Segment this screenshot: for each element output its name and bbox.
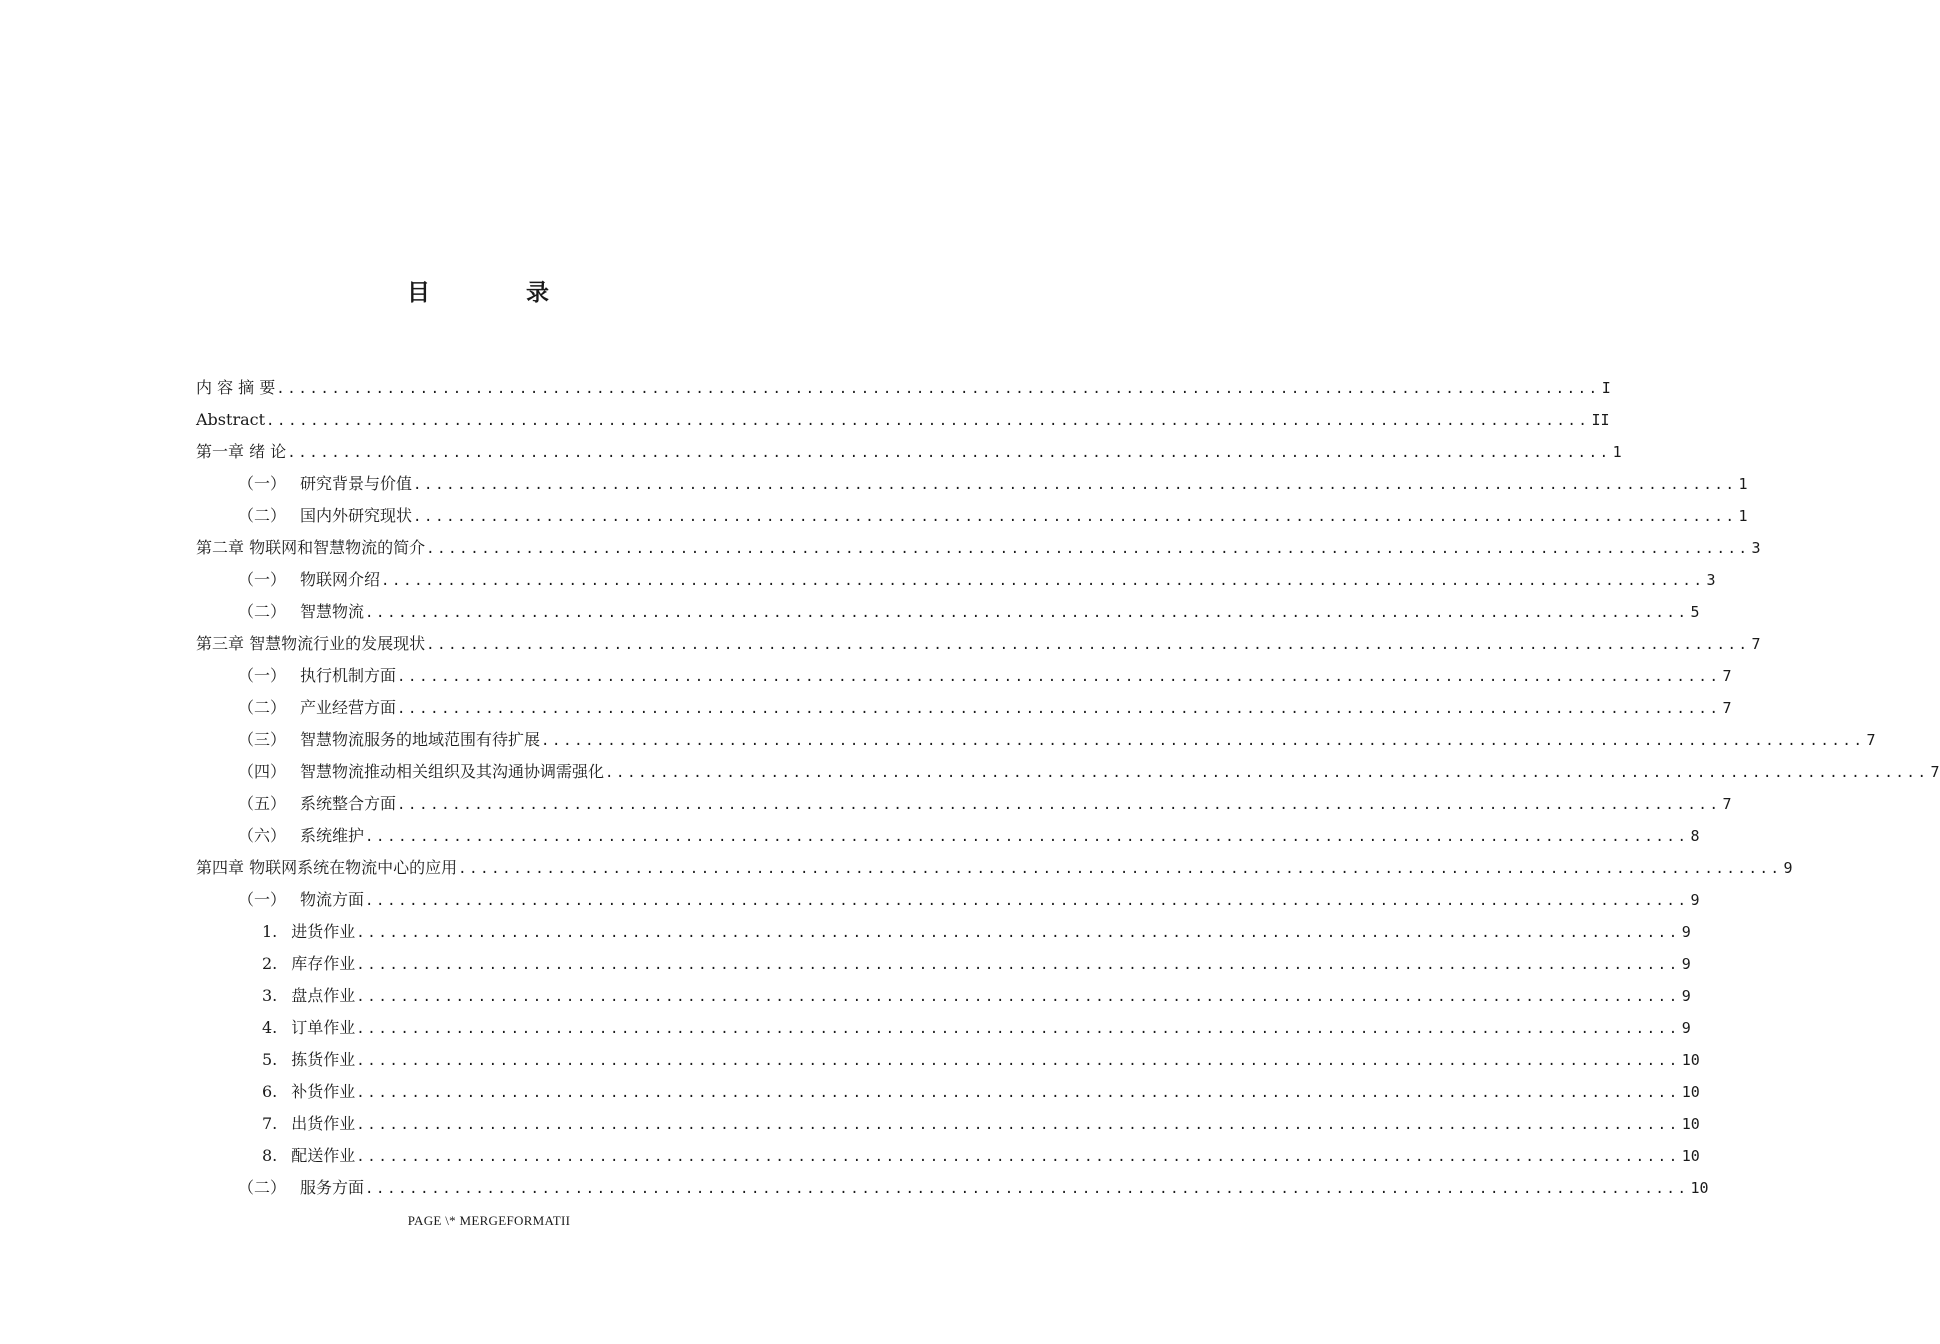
toc-dot-leader: ........................................................................................................................ (356, 957, 1680, 973)
toc-entry-page: 3 (1706, 571, 1716, 589)
toc-dot-leader: ........................................................................................................................ (356, 925, 1680, 941)
toc-dot-leader: ........................................................................................................................ (356, 989, 1680, 1005)
toc-entry[interactable] (196, 852, 1793, 884)
toc-entry-page: 8 (1690, 827, 1700, 845)
toc-entry-title: 第三章 智慧物流行业的发展现状 (196, 634, 426, 653)
toc-dot-leader: ........................................................................................................................ (426, 541, 1750, 557)
toc-entry-title: 第一章 绪 论 (196, 442, 287, 461)
toc-entry-title: 订单作业 (291, 1018, 356, 1037)
toc-entry-title: 智慧物流推动相关组织及其沟通协调需强化 (300, 762, 605, 781)
toc-entry-title: 拣货作业 (291, 1050, 356, 1069)
toc-entry-number: 7. (262, 1114, 278, 1133)
toc-entry[interactable] (196, 788, 1732, 820)
toc-entry-page: 9 (1681, 987, 1691, 1005)
toc-dot-leader: ........................................................................................................................ (365, 893, 1689, 909)
toc-entry-title: 内 容 摘 要 (196, 378, 276, 397)
toc-entry-page: 7 (1722, 667, 1732, 685)
table-of-contents (196, 372, 1940, 1204)
toc-dot-leader: ........................................................................................................................ (397, 797, 1721, 813)
toc-dot-leader: ........................................................................................................................ (413, 509, 1737, 525)
toc-entry-page: 1 (1738, 507, 1748, 525)
toc-entry-title: 系统维护 (300, 826, 365, 845)
toc-entry-page: 7 (1751, 635, 1761, 653)
toc-dot-leader: ........................................................................................................................ (541, 733, 1865, 749)
toc-entry[interactable] (196, 532, 1761, 564)
toc-entry[interactable] (196, 404, 1610, 436)
toc-dot-leader: ........................................................................................................................ (356, 1149, 1680, 1165)
toc-entry[interactable] (196, 884, 1700, 916)
toc-dot-leader: ........................................................................................................................ (365, 1181, 1689, 1197)
toc-entry-number: 3. (262, 986, 278, 1005)
toc-entry-page: 5 (1690, 603, 1700, 621)
toc-entry[interactable] (196, 372, 1611, 404)
toc-entry-page: 10 (1690, 1179, 1709, 1197)
toc-dot-leader: ........................................................................................................................ (276, 381, 1600, 397)
toc-dot-leader: ........................................................................................................................ (397, 669, 1721, 685)
toc-entry-number: （二） (238, 602, 287, 621)
toc-entry-title: 执行机制方面 (300, 666, 397, 685)
toc-entry-page: 10 (1681, 1051, 1700, 1069)
toc-dot-leader: ........................................................................................................................ (356, 1117, 1680, 1133)
toc-entry-number: （三） (238, 730, 287, 749)
toc-entry-number: （四） (238, 762, 287, 781)
toc-entry[interactable] (196, 1172, 1709, 1204)
toc-entry-title: 第四章 物联网系统在物流中心的应用 (196, 858, 458, 877)
toc-dot-leader: ........................................................................................................................ (356, 1085, 1680, 1101)
toc-entry-number: （一） (238, 666, 287, 685)
toc-entry[interactable] (196, 692, 1732, 724)
toc-entry-title: 智慧物流 (300, 602, 365, 621)
toc-entry[interactable] (196, 724, 1876, 756)
toc-dot-leader: ........................................................................................................................ (356, 1053, 1680, 1069)
toc-entry[interactable] (196, 756, 1940, 788)
toc-entry-page: 10 (1681, 1083, 1700, 1101)
toc-entry-page: II (1591, 411, 1610, 429)
toc-entry[interactable] (196, 820, 1700, 852)
toc-entry-page: 9 (1681, 923, 1691, 941)
toc-entry-page: 3 (1751, 539, 1761, 557)
page-title: 目 录 (406, 280, 593, 306)
toc-dot-leader: ........................................................................................................................ (266, 413, 1590, 429)
toc-entry-number: （一） (238, 890, 287, 909)
toc-entry[interactable] (196, 468, 1748, 500)
toc-entry-title: 配送作业 (291, 1146, 356, 1165)
toc-entry-title: 出货作业 (291, 1114, 356, 1133)
toc-entry[interactable] (196, 1044, 1700, 1076)
toc-entry[interactable] (196, 916, 1691, 948)
toc-entry[interactable] (196, 1140, 1700, 1172)
toc-entry-page: 9 (1681, 1019, 1691, 1037)
toc-entry-title: 库存作业 (291, 954, 356, 973)
toc-entry-number: （一） (238, 570, 287, 589)
toc-entry-title: 盘点作业 (291, 986, 356, 1005)
toc-entry-number: 8. (262, 1146, 278, 1165)
toc-entry-page: 1 (1612, 443, 1622, 461)
toc-dot-leader: ........................................................................................................................ (287, 445, 1611, 461)
toc-dot-leader: ........................................................................................................................ (381, 573, 1705, 589)
toc-entry-page: 9 (1681, 955, 1691, 973)
toc-entry[interactable] (196, 1108, 1700, 1140)
toc-entry-page: 7 (1722, 699, 1732, 717)
toc-entry-page: 1 (1738, 475, 1748, 493)
page-footer: PAGE \* MERGEFORMATII (407, 1213, 571, 1228)
toc-dot-leader: ........................................................................................................................ (365, 829, 1689, 845)
toc-dot-leader: ........................................................................................................................ (458, 861, 1782, 877)
toc-entry-page: 9 (1783, 859, 1793, 877)
toc-entry-title: 产业经营方面 (300, 698, 397, 717)
toc-entry-page: 10 (1681, 1147, 1700, 1165)
toc-entry-number: 1. (262, 922, 278, 941)
toc-entry[interactable] (196, 1076, 1700, 1108)
toc-dot-leader: ........................................................................................................................ (365, 605, 1689, 621)
toc-entry[interactable] (196, 596, 1700, 628)
toc-entry[interactable] (196, 660, 1732, 692)
toc-entry-title: 物流方面 (300, 890, 365, 909)
toc-entry-number: （一） (238, 474, 287, 493)
toc-entry[interactable] (196, 980, 1691, 1012)
toc-entry-number: 2. (262, 954, 278, 973)
toc-entry-title: 国内外研究现状 (300, 506, 413, 525)
toc-entry-title: 智慧物流服务的地域范围有待扩展 (300, 730, 541, 749)
toc-entry-title: 系统整合方面 (300, 794, 397, 813)
toc-entry-page: 7 (1722, 795, 1732, 813)
toc-entry-number: 6. (262, 1082, 278, 1101)
toc-entry[interactable] (196, 500, 1748, 532)
toc-entry[interactable] (196, 628, 1761, 660)
toc-dot-leader: ........................................................................................................................ (426, 637, 1750, 653)
toc-entry[interactable] (196, 564, 1716, 596)
toc-entry-title: 研究背景与价值 (300, 474, 413, 493)
toc-entry-title: 服务方面 (300, 1178, 365, 1197)
toc-entry-page: 9 (1690, 891, 1700, 909)
toc-entry-title: 进货作业 (291, 922, 356, 941)
toc-entry-number: （二） (238, 1178, 287, 1197)
toc-entry-number: （二） (238, 506, 287, 525)
toc-entry-page: 7 (1866, 731, 1876, 749)
toc-entry-number: 4. (262, 1018, 278, 1037)
toc-dot-leader: ........................................................................................................................ (356, 1021, 1680, 1037)
toc-entry-title: 第二章 物联网和智慧物流的简介 (196, 538, 426, 557)
toc-entry[interactable] (196, 1012, 1691, 1044)
toc-entry-number: （二） (238, 698, 287, 717)
toc-dot-leader: ........................................................................................................................ (397, 701, 1721, 717)
toc-dot-leader: ........................................................................................................................ (413, 477, 1737, 493)
toc-entry-title: Abstract (196, 410, 266, 429)
toc-entry[interactable] (196, 948, 1691, 980)
toc-entry-page: 10 (1681, 1115, 1700, 1133)
toc-entry-number: （五） (238, 794, 287, 813)
toc-entry-page: 7 (1930, 763, 1940, 781)
toc-entry-number: （六） (238, 826, 287, 845)
toc-entry-title: 物联网介绍 (300, 570, 381, 589)
toc-dot-leader: ........................................................................................................................ (605, 765, 1929, 781)
toc-entry-page: I (1601, 379, 1611, 397)
toc-entry-number: 5. (262, 1050, 278, 1069)
toc-entry-title: 补货作业 (291, 1082, 356, 1101)
toc-entry[interactable] (196, 436, 1622, 468)
